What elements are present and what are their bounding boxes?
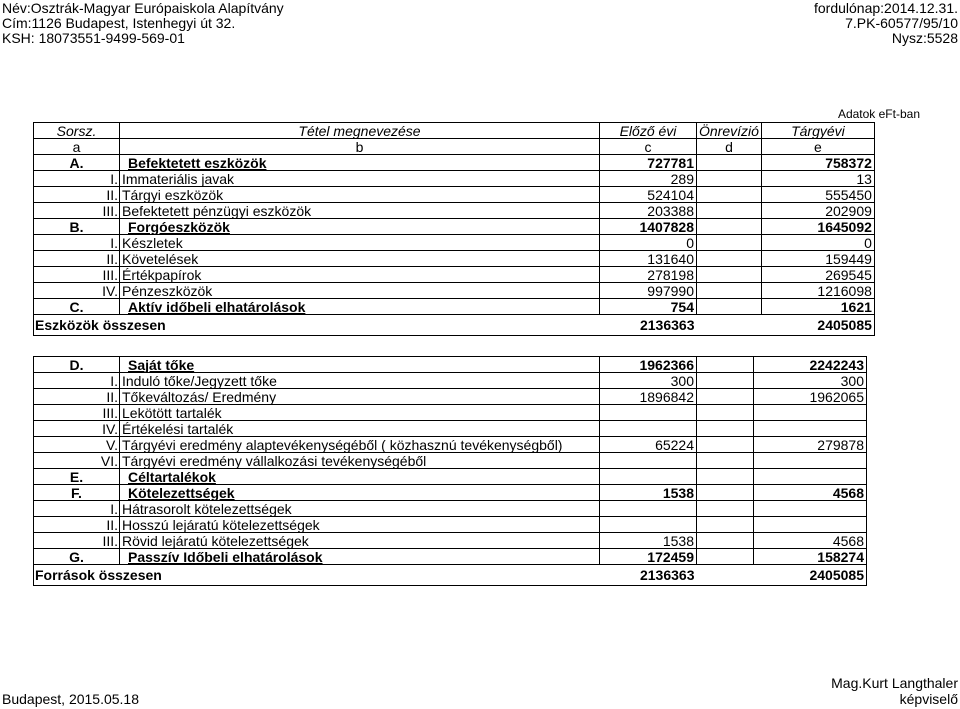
row-prev: 0 <box>600 235 697 251</box>
table-row <box>34 421 867 437</box>
row-rev <box>697 485 754 501</box>
row-prev: 727781 <box>600 155 697 171</box>
row-name: Befektetett eszközök <box>120 155 600 171</box>
row-code: I. <box>34 171 120 187</box>
row-name: Értékelési tartalék <box>120 421 600 437</box>
row-name: Befektetett pénzügyi eszközök <box>120 203 600 219</box>
row-name: Hátrasorolt kötelezettségek <box>120 501 600 517</box>
table-row <box>34 453 867 469</box>
row-prev: 1538 <box>600 485 697 501</box>
row-prev: 754 <box>600 299 697 315</box>
row-prev: 172459 <box>600 549 697 565</box>
row-rev <box>697 283 762 299</box>
table-row <box>34 171 875 187</box>
col-letter-d: d <box>697 139 762 155</box>
row-name: Lekötött tartalék <box>120 405 600 421</box>
row-rev <box>697 299 762 315</box>
table-row <box>34 357 867 373</box>
row-rev <box>697 501 754 517</box>
row-curr: 1962065 <box>754 389 867 405</box>
row-code: I. <box>34 501 120 517</box>
table-row <box>34 501 867 517</box>
row-rev <box>697 421 754 437</box>
table-row <box>34 235 875 251</box>
row-code: G. <box>34 549 120 565</box>
row-code: B. <box>34 219 120 235</box>
row-rev <box>697 389 754 405</box>
row-code: E. <box>34 469 120 485</box>
row-prev: 300 <box>600 373 697 389</box>
row-name: Hosszú lejáratú kötelezettségek <box>120 517 600 533</box>
col-letter-e: e <box>761 139 874 155</box>
row-curr <box>754 501 867 517</box>
liabilities-total-prev: 2136363 <box>600 565 697 586</box>
row-code: II. <box>34 251 120 267</box>
row-prev <box>600 469 697 485</box>
row-code: I. <box>34 235 120 251</box>
row-code: C. <box>34 299 120 315</box>
row-prev: 1538 <box>600 533 697 549</box>
row-prev <box>600 453 697 469</box>
footer-place-date: Budapest, 2015.05.18 <box>2 691 140 707</box>
footer-signatory-role: képviselő <box>899 691 958 707</box>
row-rev <box>697 235 762 251</box>
header-name: Név:Osztrák-Magyar Európaiskola Alapítvány <box>2 0 284 16</box>
row-curr: 279878 <box>754 437 867 453</box>
row-name: Értékpapírok <box>120 267 600 283</box>
liabilities-total-label: Források összesen <box>34 565 600 586</box>
row-rev <box>697 203 762 219</box>
row-code: II. <box>34 517 120 533</box>
col-letter-a: a <box>34 139 120 155</box>
assets-total-row <box>34 315 875 336</box>
liabilities-total-rev <box>697 565 754 586</box>
col-header-curr: Tárgyévi <box>761 123 874 139</box>
row-prev: 203388 <box>600 203 697 219</box>
table-row <box>34 187 875 203</box>
row-prev: 524104 <box>600 187 697 203</box>
row-rev <box>697 219 762 235</box>
row-prev <box>600 405 697 421</box>
row-curr: 0 <box>761 235 874 251</box>
header-registry: 7.PK-60577/95/10 <box>845 15 958 31</box>
row-rev <box>697 437 754 453</box>
row-rev <box>697 469 754 485</box>
col-header-rev: Önrevízió <box>697 123 762 139</box>
table-row <box>34 251 875 267</box>
row-curr: 1216098 <box>761 283 874 299</box>
row-prev: 131640 <box>600 251 697 267</box>
row-name: Készletek <box>120 235 600 251</box>
row-rev <box>697 373 754 389</box>
table-row <box>34 299 875 315</box>
row-code: II. <box>34 389 120 405</box>
table-row <box>34 389 867 405</box>
row-code: III. <box>34 533 120 549</box>
row-prev: 289 <box>600 171 697 187</box>
row-code: I. <box>34 373 120 389</box>
header-row <box>34 123 875 139</box>
row-code: III. <box>34 405 120 421</box>
row-rev <box>697 155 762 171</box>
assets-table <box>33 122 875 336</box>
row-curr <box>754 405 867 421</box>
row-rev <box>697 517 754 533</box>
table-row <box>34 549 867 565</box>
row-code: III. <box>34 267 120 283</box>
row-prev: 65224 <box>600 437 697 453</box>
row-name: Tárgyévi eredmény vállalkozási tevékenységéből <box>120 453 600 469</box>
row-rev <box>697 267 762 283</box>
row-name: Rövid lejáratú kötelezettségek <box>120 533 600 549</box>
table-row <box>34 405 867 421</box>
row-curr: 2242243 <box>754 357 867 373</box>
footer-signatory <box>831 675 958 707</box>
row-curr: 13 <box>761 171 874 187</box>
row-curr: 4568 <box>754 533 867 549</box>
row-name: Tőkeváltozás/ Eredmény <box>120 389 600 405</box>
row-code: D. <box>34 357 120 373</box>
header-nysz: Nysz:5528 <box>891 30 958 46</box>
row-curr <box>754 517 867 533</box>
table-row <box>34 469 867 485</box>
row-prev: 278198 <box>600 267 697 283</box>
table-row <box>34 283 875 299</box>
col-letter-c: c <box>600 139 697 155</box>
assets-total-rev <box>697 315 762 336</box>
row-rev <box>697 171 762 187</box>
row-curr: 1621 <box>761 299 874 315</box>
assets-total-prev: 2136363 <box>600 315 697 336</box>
row-rev <box>697 453 754 469</box>
table-row <box>34 267 875 283</box>
letter-row <box>34 139 875 155</box>
header-address: Cím:1126 Budapest, Istenhegyi út 32. <box>2 15 236 31</box>
table-row <box>34 155 875 171</box>
row-rev <box>697 533 754 549</box>
table-row <box>34 219 875 235</box>
row-code: II. <box>34 187 120 203</box>
row-curr: 158274 <box>754 549 867 565</box>
row-name: Pénzeszközök <box>120 283 600 299</box>
assets-total-curr: 2405085 <box>761 315 874 336</box>
table-row <box>34 485 867 501</box>
liabilities-total-row <box>34 565 867 586</box>
row-rev <box>697 357 754 373</box>
row-prev: 997990 <box>600 283 697 299</box>
row-curr: 4568 <box>754 485 867 501</box>
row-curr <box>754 453 867 469</box>
table-row <box>34 437 867 453</box>
row-name: Tárgyi eszközök <box>120 187 600 203</box>
unit-note: Adatok eFt-ban <box>837 107 920 121</box>
row-rev <box>697 405 754 421</box>
row-prev: 1407828 <box>600 219 697 235</box>
row-curr <box>754 469 867 485</box>
liabilities-total-curr: 2405085 <box>754 565 867 586</box>
assets-total-label: Eszközök összesen <box>34 315 600 336</box>
row-name: Követelések <box>120 251 600 267</box>
row-code: IV. <box>34 421 120 437</box>
table-row <box>34 373 867 389</box>
row-name: Forgóeszközök <box>120 219 600 235</box>
row-code: III. <box>34 203 120 219</box>
row-name: Induló tőke/Jegyzett tőke <box>120 373 600 389</box>
col-letter-b: b <box>120 139 600 155</box>
row-name: Céltartalékok <box>120 469 600 485</box>
row-curr: 1645092 <box>761 219 874 235</box>
col-header-sorsz: Sorsz. <box>34 123 120 139</box>
row-name: Kötelezettségek <box>120 485 600 501</box>
row-curr: 202909 <box>761 203 874 219</box>
row-name: Tárgyévi eredmény alaptevékenységéből ( közhasznú tevékenységből) <box>120 437 600 453</box>
row-code: V. <box>34 437 120 453</box>
row-code: F. <box>34 485 120 501</box>
row-rev <box>697 251 762 267</box>
row-curr: 269545 <box>761 267 874 283</box>
table-row <box>34 533 867 549</box>
row-curr: 300 <box>754 373 867 389</box>
table-row <box>34 203 875 219</box>
row-rev <box>697 187 762 203</box>
col-header-name: Tétel megnevezése <box>120 123 600 139</box>
row-rev <box>697 549 754 565</box>
row-prev: 1896842 <box>600 389 697 405</box>
row-code: VI. <box>34 453 120 469</box>
row-prev <box>600 517 697 533</box>
row-curr: 555450 <box>761 187 874 203</box>
header-date: fordulónap:2014.12.31. <box>813 0 958 16</box>
row-curr <box>754 421 867 437</box>
col-header-prev: Előző évi <box>600 123 697 139</box>
header-ksh: KSH: 18073551-9499-569-01 <box>2 30 185 46</box>
row-name: Passzív Időbeli elhatárolások <box>120 549 600 565</box>
row-name: Saját tőke <box>120 357 600 373</box>
row-prev <box>600 501 697 517</box>
footer-signatory-name: Mag.Kurt Langthaler <box>831 675 958 691</box>
row-name: Aktív időbeli elhatárolások <box>120 299 600 315</box>
row-prev <box>600 421 697 437</box>
table-row <box>34 517 867 533</box>
row-code: IV. <box>34 283 120 299</box>
row-curr: 758372 <box>761 155 874 171</box>
row-code: A. <box>34 155 120 171</box>
row-prev: 1962366 <box>600 357 697 373</box>
row-curr: 159449 <box>761 251 874 267</box>
row-name: Immateriális javak <box>120 171 600 187</box>
liabilities-table <box>33 356 867 586</box>
